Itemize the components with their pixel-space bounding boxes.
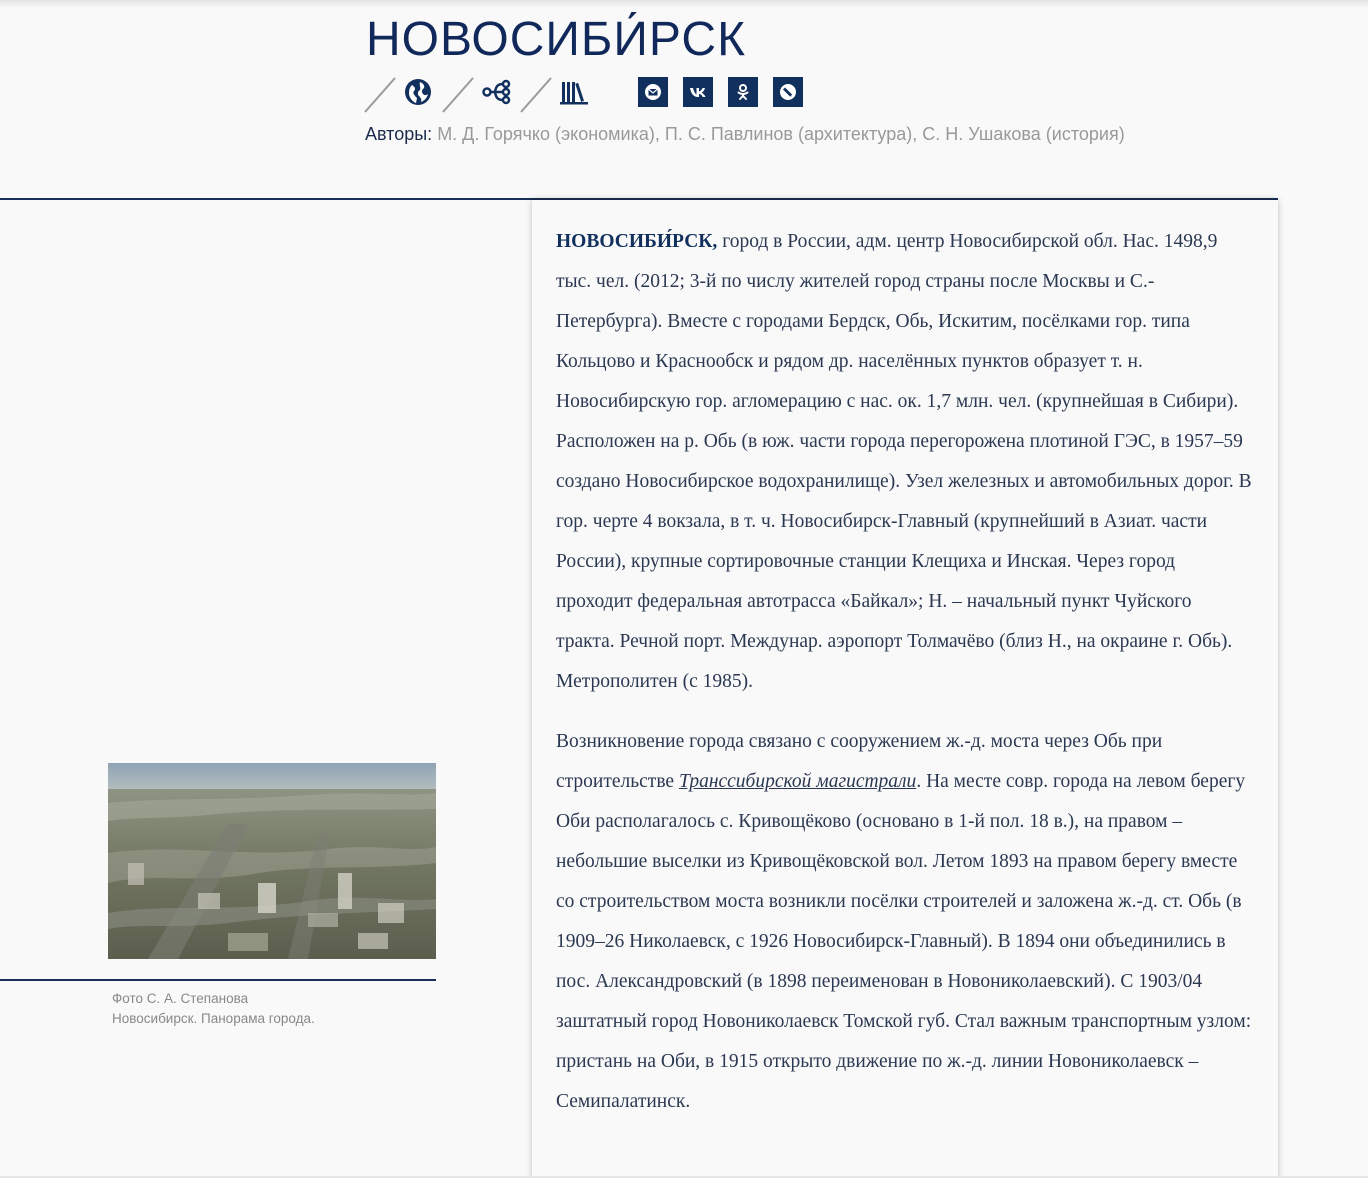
livejournal-icon[interactable] bbox=[773, 77, 803, 107]
article-paragraph bbox=[556, 222, 1254, 702]
article-term: НОВОСИБИ́РСК, bbox=[556, 231, 718, 252]
globe-icon[interactable] bbox=[402, 76, 434, 108]
paragraph-text: . На месте совр. города на левом берегу Оби располагалось с. Кривощёково (основано в 1-й пол. 18 в.), на правом – небольшие выселки из Кривощёковской вол. Летом 1893 на правом берегу вместе со строительством моста возникли посёлки строителей и заложена ж.-д. ст. Обь (в 1909–26 Николаевск, с 1926 Новосибирск-Главный). В 1894 они объединились в пос. Александровский (в 1898 переименован в Новониколаевский). С 1903/04 заштатный город Новониколаевск Томской губ. Стал важным транспортным узлом: пристань на Оби, в 1915 открыто движение по ж.-д. линии Новониколаевск – Семипалатинск. bbox=[556, 771, 1252, 1112]
city-panorama-photo[interactable] bbox=[108, 763, 436, 959]
library-icon[interactable] bbox=[558, 76, 590, 108]
photo-divider bbox=[0, 979, 436, 981]
paragraph-text: город в России, адм. центр Новосибирской обл. Нас. 1498,9 тыс. чел. (2012; 3-й по числу жителей город страны после Москвы и С.-Петербурга). Вместе с городами Бердск, Обь, Искитим, посёлками гор. типа Кольцово и Краснообск и рядом др. населённых пунктов образует т. н. Новосибирскую гор. агломерацию с нас. ок. 1,7 млн. чел. (крупнейшая в Сибири). Расположен на р. Обь (в юж. части города перегорожена плотиной ГЭС, в 1957–59 создано Новосибирское водохранилище). Узел железных и автомобильных дорог. В гор. черте 4 вокзала, в т. ч. Новосибирск-Главный (крупнейший в Азиат. части России), крупные сортировочные станции Клещиха и Инская. Через город проходит федеральная автотрасса «Байкал»; Н. – начальный пункт Чуйского тракта. Речной порт. Междунар. аэропорт Толмачёво (близ Н., на окраине г. Обь). Метрополитен (с 1985). bbox=[556, 231, 1252, 692]
photo-credit: Фото С. А. Степанова bbox=[112, 991, 249, 1006]
divider-slash bbox=[518, 76, 554, 114]
authors-names: М. Д. Горячко (экономика), П. С. Павлинов (архитектура), С. Н. Ушакова (история) bbox=[432, 124, 1125, 144]
divider-slash bbox=[362, 76, 398, 114]
vk-icon[interactable] bbox=[683, 77, 713, 107]
top-shadow bbox=[0, 0, 1368, 8]
network-icon[interactable] bbox=[480, 76, 512, 108]
paragraph-text: Возникновение города связано с сооружением ж.-д. моста через Обь при строительстве bbox=[556, 731, 1163, 792]
article-paragraph bbox=[556, 722, 1254, 1122]
transsib-link[interactable]: Транссибирской магистрали bbox=[678, 771, 917, 792]
photo-description: Новосибирск. Панорама города. bbox=[112, 1011, 315, 1026]
page-title: НОВОСИБИ́РСК bbox=[366, 13, 747, 66]
authors-label: Авторы: bbox=[365, 124, 433, 144]
odnoklassniki-icon[interactable] bbox=[728, 77, 758, 107]
photo-caption bbox=[112, 989, 315, 1029]
divider-slash bbox=[440, 76, 476, 114]
article-body bbox=[532, 200, 1278, 1178]
mail-icon[interactable] bbox=[638, 77, 668, 107]
article-toolbar bbox=[362, 74, 822, 114]
authors-line bbox=[365, 124, 1125, 145]
